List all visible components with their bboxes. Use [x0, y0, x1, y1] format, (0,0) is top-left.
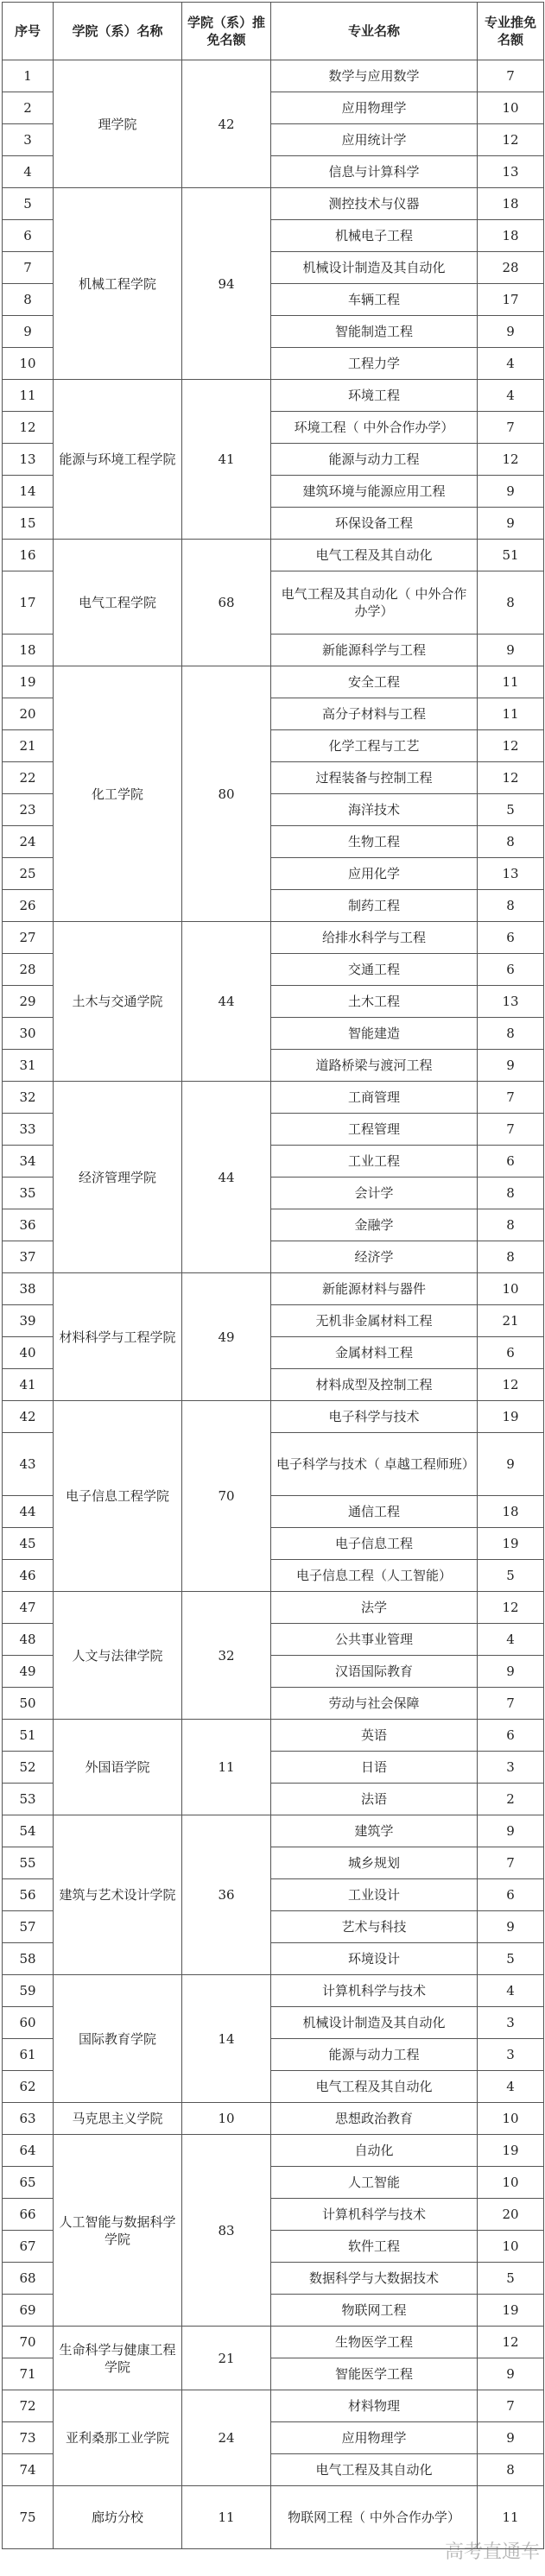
seq-cell: 53	[3, 1784, 54, 1815]
major-quota-cell: 9	[478, 2358, 544, 2390]
major-name-cell: 机械电子工程	[271, 220, 478, 252]
major-name-cell: 工程力学	[271, 348, 478, 380]
table-body	[3, 60, 544, 2549]
college-name-cell: 电气工程学院	[54, 540, 182, 666]
major-name-cell: 通信工程	[271, 1496, 478, 1528]
major-quota-cell: 9	[478, 508, 544, 540]
major-quota-cell: 8	[478, 826, 544, 858]
seq-cell: 52	[3, 1752, 54, 1784]
major-name-cell: 过程装备与控制工程	[271, 762, 478, 794]
major-name-cell: 给排水科学与工程	[271, 922, 478, 954]
seq-cell: 26	[3, 890, 54, 922]
seq-cell: 65	[3, 2167, 54, 2199]
major-name-cell: 工业设计	[271, 1879, 478, 1911]
major-quota-cell: 3	[478, 1752, 544, 1784]
seq-cell: 46	[3, 1560, 54, 1592]
header-college-quota: 学院（系）推免名额	[182, 3, 271, 60]
seq-cell: 29	[3, 986, 54, 1018]
major-name-cell: 电气工程及其自动化	[271, 540, 478, 571]
major-name-cell: 交通工程	[271, 954, 478, 986]
major-quota-cell: 9	[478, 1911, 544, 1943]
major-name-cell: 电气工程及其自动化	[271, 2454, 478, 2486]
major-quota-cell: 12	[478, 124, 544, 156]
major-quota-cell: 20	[478, 2199, 544, 2231]
seq-cell: 57	[3, 1911, 54, 1943]
major-name-cell: 制药工程	[271, 890, 478, 922]
seq-cell: 9	[3, 316, 54, 348]
table-header-row	[3, 3, 544, 60]
seq-cell: 40	[3, 1337, 54, 1369]
header-major: 专业名称	[271, 3, 478, 60]
recommendation-quota-table	[2, 2, 544, 2549]
major-name-cell: 机械设计制造及其自动化	[271, 252, 478, 284]
major-name-cell: 机械设计制造及其自动化	[271, 2007, 478, 2039]
major-quota-cell: 9	[478, 1815, 544, 1847]
major-quota-cell: 3	[478, 2039, 544, 2071]
major-name-cell: 建筑环境与能源应用工程	[271, 476, 478, 508]
major-quota-cell: 12	[478, 444, 544, 476]
college-name-cell: 马克思主义学院	[54, 2103, 182, 2135]
college-name-cell: 材料科学与工程学院	[54, 1273, 182, 1401]
major-name-cell: 环境设计	[271, 1943, 478, 1975]
seq-cell: 47	[3, 1592, 54, 1624]
major-name-cell: 数学与应用数学	[271, 60, 478, 92]
major-quota-cell: 18	[478, 1496, 544, 1528]
major-name-cell: 计算机科学与技术	[271, 1975, 478, 2007]
major-quota-cell: 13	[478, 986, 544, 1018]
major-quota-cell: 4	[478, 1975, 544, 2007]
seq-cell: 49	[3, 1656, 54, 1688]
table-row	[3, 2327, 544, 2358]
major-quota-cell: 7	[478, 412, 544, 444]
seq-cell: 19	[3, 666, 54, 698]
seq-cell: 13	[3, 444, 54, 476]
college-quota-cell: 10	[182, 2103, 271, 2135]
major-name-cell: 经济学	[271, 1241, 478, 1273]
major-quota-cell: 4	[478, 1624, 544, 1656]
college-name-cell: 外国语学院	[54, 1720, 182, 1815]
major-quota-cell: 12	[478, 762, 544, 794]
major-quota-cell: 9	[478, 1050, 544, 1082]
college-quota-cell: 14	[182, 1975, 271, 2103]
seq-cell: 62	[3, 2071, 54, 2103]
major-quota-cell: 5	[478, 1943, 544, 1975]
major-name-cell: 材料物理	[271, 2390, 478, 2422]
major-quota-cell: 7	[478, 1688, 544, 1720]
seq-cell: 18	[3, 635, 54, 666]
college-name-cell: 经济管理学院	[54, 1082, 182, 1273]
table-row	[3, 2135, 544, 2167]
major-name-cell: 土木工程	[271, 986, 478, 1018]
major-quota-cell: 5	[478, 1560, 544, 1592]
college-name-cell: 建筑与艺术设计学院	[54, 1815, 182, 1975]
college-quota-cell: 83	[182, 2135, 271, 2327]
major-quota-cell: 7	[478, 2390, 544, 2422]
major-name-cell: 电子科学与技术	[271, 1401, 478, 1433]
major-name-cell: 应用物理学	[271, 92, 478, 124]
college-quota-cell: 80	[182, 666, 271, 922]
major-name-cell: 海洋技术	[271, 794, 478, 826]
seq-cell: 63	[3, 2103, 54, 2135]
major-quota-cell: 13	[478, 858, 544, 890]
college-name-cell: 国际教育学院	[54, 1975, 182, 2103]
seq-cell: 31	[3, 1050, 54, 1082]
college-name-cell: 人工智能与数据科学学院	[54, 2135, 182, 2327]
seq-cell: 61	[3, 2039, 54, 2071]
college-quota-cell: 11	[182, 2486, 271, 2549]
major-name-cell: 安全工程	[271, 666, 478, 698]
header-major-quota: 专业推免名额	[478, 3, 544, 60]
college-quota-cell: 24	[182, 2390, 271, 2486]
seq-cell: 67	[3, 2231, 54, 2263]
major-quota-cell: 6	[478, 922, 544, 954]
major-name-cell: 能源与动力工程	[271, 2039, 478, 2071]
major-name-cell: 应用物理学	[271, 2422, 478, 2454]
major-quota-cell: 8	[478, 1178, 544, 1209]
major-quota-cell: 9	[478, 2422, 544, 2454]
seq-cell: 38	[3, 1273, 54, 1305]
major-quota-cell: 9	[478, 635, 544, 666]
seq-cell: 64	[3, 2135, 54, 2167]
seq-cell: 66	[3, 2199, 54, 2231]
table-row	[3, 1720, 544, 1752]
major-quota-cell: 8	[478, 890, 544, 922]
seq-cell: 41	[3, 1369, 54, 1401]
seq-cell: 20	[3, 698, 54, 730]
major-name-cell: 智能医学工程	[271, 2358, 478, 2390]
college-name-cell: 理学院	[54, 60, 182, 188]
major-quota-cell: 21	[478, 1305, 544, 1337]
major-name-cell: 生物医学工程	[271, 2327, 478, 2358]
major-quota-cell: 5	[478, 794, 544, 826]
seq-cell: 68	[3, 2263, 54, 2295]
watermark: 高考直通车	[444, 2541, 540, 2563]
college-name-cell: 电子信息工程学院	[54, 1401, 182, 1592]
major-name-cell: 法学	[271, 1592, 478, 1624]
major-name-cell: 金属材料工程	[271, 1337, 478, 1369]
college-name-cell: 亚利桑那工业学院	[54, 2390, 182, 2486]
seq-cell: 24	[3, 826, 54, 858]
table-row	[3, 380, 544, 412]
major-name-cell: 环境工程（ 中外合作办学）	[271, 412, 478, 444]
seq-cell: 60	[3, 2007, 54, 2039]
seq-cell: 59	[3, 1975, 54, 2007]
major-name-cell: 工商管理	[271, 1082, 478, 1114]
major-quota-cell: 17	[478, 284, 544, 316]
table-row	[3, 1815, 544, 1847]
seq-cell: 30	[3, 1018, 54, 1050]
college-quota-cell: 11	[182, 1720, 271, 1815]
college-quota-cell: 68	[182, 540, 271, 666]
major-quota-cell: 8	[478, 1241, 544, 1273]
seq-cell: 58	[3, 1943, 54, 1975]
seq-cell: 35	[3, 1178, 54, 1209]
major-name-cell: 电气工程及其自动化（ 中外合作办学）	[271, 571, 478, 635]
seq-cell: 43	[3, 1433, 54, 1496]
seq-cell: 71	[3, 2358, 54, 2390]
major-quota-cell: 12	[478, 1592, 544, 1624]
major-name-cell: 工业工程	[271, 1146, 478, 1178]
major-quota-cell: 12	[478, 2327, 544, 2358]
major-name-cell: 电气工程及其自动化	[271, 2071, 478, 2103]
major-name-cell: 高分子材料与工程	[271, 698, 478, 730]
major-name-cell: 建筑学	[271, 1815, 478, 1847]
major-name-cell: 会计学	[271, 1178, 478, 1209]
major-quota-cell: 9	[478, 1433, 544, 1496]
table-row	[3, 1082, 544, 1114]
major-quota-cell: 51	[478, 540, 544, 571]
seq-cell: 22	[3, 762, 54, 794]
major-quota-cell: 19	[478, 2295, 544, 2327]
major-name-cell: 化学工程与工艺	[271, 730, 478, 762]
major-name-cell: 无机非金属材料工程	[271, 1305, 478, 1337]
seq-cell: 75	[3, 2486, 54, 2549]
table-row	[3, 60, 544, 92]
major-quota-cell: 13	[478, 156, 544, 188]
seq-cell: 55	[3, 1847, 54, 1879]
seq-cell: 73	[3, 2422, 54, 2454]
seq-cell: 15	[3, 508, 54, 540]
major-quota-cell: 6	[478, 1337, 544, 1369]
major-quota-cell: 10	[478, 2167, 544, 2199]
major-name-cell: 电子科学与技术（ 卓越工程师班）	[271, 1433, 478, 1496]
major-quota-cell: 7	[478, 1082, 544, 1114]
table-row	[3, 1975, 544, 2007]
major-quota-cell: 11	[478, 666, 544, 698]
major-name-cell: 思想政治教育	[271, 2103, 478, 2135]
major-quota-cell: 6	[478, 1879, 544, 1911]
major-name-cell: 车辆工程	[271, 284, 478, 316]
seq-cell: 72	[3, 2390, 54, 2422]
major-name-cell: 英语	[271, 1720, 478, 1752]
major-quota-cell: 4	[478, 2071, 544, 2103]
major-name-cell: 劳动与社会保障	[271, 1688, 478, 1720]
major-name-cell: 日语	[271, 1752, 478, 1784]
major-quota-cell: 12	[478, 730, 544, 762]
seq-cell: 16	[3, 540, 54, 571]
seq-cell: 50	[3, 1688, 54, 1720]
major-quota-cell: 9	[478, 476, 544, 508]
major-quota-cell: 7	[478, 60, 544, 92]
college-quota-cell: 49	[182, 1273, 271, 1401]
seq-cell: 69	[3, 2295, 54, 2327]
major-quota-cell: 8	[478, 1018, 544, 1050]
major-quota-cell: 7	[478, 1847, 544, 1879]
major-name-cell: 智能制造工程	[271, 316, 478, 348]
table-row	[3, 2103, 544, 2135]
major-quota-cell: 10	[478, 2231, 544, 2263]
seq-cell: 45	[3, 1528, 54, 1560]
major-quota-cell: 18	[478, 188, 544, 220]
major-name-cell: 新能源材料与器件	[271, 1273, 478, 1305]
header-college: 学院（系）名称	[54, 3, 182, 60]
college-name-cell: 人文与法律学院	[54, 1592, 182, 1720]
college-quota-cell: 32	[182, 1592, 271, 1720]
seq-cell: 3	[3, 124, 54, 156]
table-row	[3, 1592, 544, 1624]
major-name-cell: 新能源科学与工程	[271, 635, 478, 666]
major-quota-cell: 2	[478, 1784, 544, 1815]
major-name-cell: 能源与动力工程	[271, 444, 478, 476]
seq-cell: 70	[3, 2327, 54, 2358]
major-name-cell: 城乡规划	[271, 1847, 478, 1879]
seq-cell: 54	[3, 1815, 54, 1847]
major-quota-cell: 12	[478, 1369, 544, 1401]
major-name-cell: 信息与计算科学	[271, 156, 478, 188]
major-quota-cell: 8	[478, 2454, 544, 2486]
major-name-cell: 物联网工程	[271, 2295, 478, 2327]
seq-cell: 21	[3, 730, 54, 762]
major-name-cell: 材料成型及控制工程	[271, 1369, 478, 1401]
major-quota-cell: 11	[478, 698, 544, 730]
major-quota-cell: 5	[478, 2263, 544, 2295]
college-quota-cell: 42	[182, 60, 271, 188]
major-quota-cell: 10	[478, 92, 544, 124]
seq-cell: 34	[3, 1146, 54, 1178]
college-quota-cell: 41	[182, 380, 271, 540]
seq-cell: 10	[3, 348, 54, 380]
table-row	[3, 666, 544, 698]
table-row	[3, 188, 544, 220]
college-quota-cell: 44	[182, 1082, 271, 1273]
table-row	[3, 2486, 544, 2549]
major-quota-cell: 19	[478, 2135, 544, 2167]
major-quota-cell: 11	[478, 2486, 544, 2549]
major-quota-cell: 6	[478, 1146, 544, 1178]
major-name-cell: 环保设备工程	[271, 508, 478, 540]
college-name-cell: 能源与环境工程学院	[54, 380, 182, 540]
seq-cell: 4	[3, 156, 54, 188]
seq-cell: 44	[3, 1496, 54, 1528]
college-quota-cell: 70	[182, 1401, 271, 1592]
major-name-cell: 金融学	[271, 1209, 478, 1241]
major-quota-cell: 7	[478, 1114, 544, 1146]
table-row	[3, 922, 544, 954]
seq-cell: 74	[3, 2454, 54, 2486]
major-name-cell: 智能建造	[271, 1018, 478, 1050]
major-name-cell: 生物工程	[271, 826, 478, 858]
major-name-cell: 人工智能	[271, 2167, 478, 2199]
major-name-cell: 软件工程	[271, 2231, 478, 2263]
major-quota-cell: 6	[478, 1720, 544, 1752]
seq-cell: 8	[3, 284, 54, 316]
college-quota-cell: 21	[182, 2327, 271, 2390]
college-quota-cell: 36	[182, 1815, 271, 1975]
seq-cell: 11	[3, 380, 54, 412]
seq-cell: 37	[3, 1241, 54, 1273]
major-quota-cell: 19	[478, 1528, 544, 1560]
major-quota-cell: 28	[478, 252, 544, 284]
major-quota-cell: 8	[478, 1209, 544, 1241]
college-name-cell: 土木与交通学院	[54, 922, 182, 1082]
major-name-cell: 道路桥梁与渡河工程	[271, 1050, 478, 1082]
seq-cell: 23	[3, 794, 54, 826]
college-name-cell: 化工学院	[54, 666, 182, 922]
seq-cell: 48	[3, 1624, 54, 1656]
major-name-cell: 测控技术与仪器	[271, 188, 478, 220]
major-name-cell: 法语	[271, 1784, 478, 1815]
major-name-cell: 电子信息工程（人工智能）	[271, 1560, 478, 1592]
college-quota-cell: 94	[182, 188, 271, 380]
major-quota-cell: 3	[478, 2007, 544, 2039]
seq-cell: 12	[3, 412, 54, 444]
major-quota-cell: 9	[478, 316, 544, 348]
seq-cell: 25	[3, 858, 54, 890]
table-row	[3, 2390, 544, 2422]
seq-cell: 28	[3, 954, 54, 986]
major-name-cell: 电子信息工程	[271, 1528, 478, 1560]
seq-cell: 5	[3, 188, 54, 220]
major-quota-cell: 18	[478, 220, 544, 252]
seq-cell: 14	[3, 476, 54, 508]
seq-cell: 42	[3, 1401, 54, 1433]
major-name-cell: 应用化学	[271, 858, 478, 890]
college-quota-cell: 44	[182, 922, 271, 1082]
major-quota-cell: 10	[478, 1273, 544, 1305]
college-name-cell: 生命科学与健康工程学院	[54, 2327, 182, 2390]
major-quota-cell: 19	[478, 1401, 544, 1433]
major-name-cell: 计算机科学与技术	[271, 2199, 478, 2231]
major-quota-cell: 4	[478, 380, 544, 412]
major-quota-cell: 4	[478, 348, 544, 380]
major-name-cell: 环境工程	[271, 380, 478, 412]
header-seq: 序号	[3, 3, 54, 60]
major-quota-cell: 6	[478, 954, 544, 986]
seq-cell: 2	[3, 92, 54, 124]
seq-cell: 7	[3, 252, 54, 284]
major-name-cell: 物联网工程（ 中外合作办学）	[271, 2486, 478, 2549]
seq-cell: 56	[3, 1879, 54, 1911]
seq-cell: 36	[3, 1209, 54, 1241]
major-name-cell: 汉语国际教育	[271, 1656, 478, 1688]
major-quota-cell: 10	[478, 2103, 544, 2135]
major-quota-cell: 9	[478, 1656, 544, 1688]
major-name-cell: 公共事业管理	[271, 1624, 478, 1656]
seq-cell: 33	[3, 1114, 54, 1146]
major-name-cell: 工程管理	[271, 1114, 478, 1146]
seq-cell: 1	[3, 60, 54, 92]
major-name-cell: 应用统计学	[271, 124, 478, 156]
seq-cell: 32	[3, 1082, 54, 1114]
table-row	[3, 1401, 544, 1433]
seq-cell: 27	[3, 922, 54, 954]
college-name-cell: 机械工程学院	[54, 188, 182, 380]
major-name-cell: 数据科学与大数据技术	[271, 2263, 478, 2295]
college-name-cell: 廊坊分校	[54, 2486, 182, 2549]
major-name-cell: 自动化	[271, 2135, 478, 2167]
major-name-cell: 艺术与科技	[271, 1911, 478, 1943]
seq-cell: 39	[3, 1305, 54, 1337]
table-row	[3, 540, 544, 571]
major-quota-cell: 8	[478, 571, 544, 635]
seq-cell: 17	[3, 571, 54, 635]
seq-cell: 6	[3, 220, 54, 252]
table-row	[3, 1273, 544, 1305]
seq-cell: 51	[3, 1720, 54, 1752]
